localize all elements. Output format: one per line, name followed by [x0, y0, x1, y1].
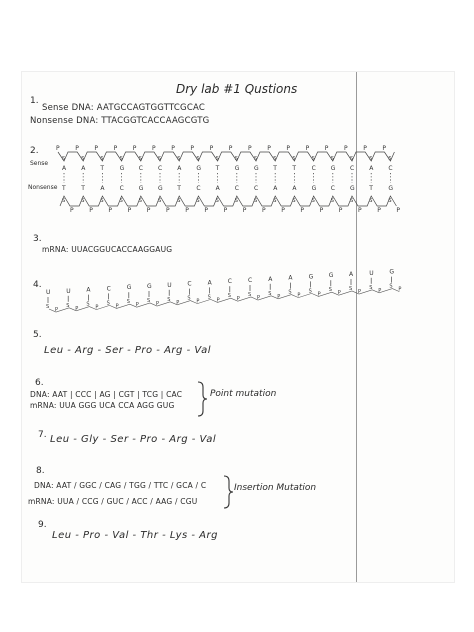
q5-number: 5.: [33, 330, 42, 340]
mrna-sugar: S: [268, 290, 272, 297]
mrna-sugar: S: [389, 283, 393, 290]
mrna-sugar: S: [147, 298, 151, 304]
mrna-sugar: S: [227, 293, 231, 300]
mrna-base: C: [248, 277, 253, 284]
top-phosphate: P: [171, 145, 175, 152]
top-base: G: [254, 165, 259, 172]
q9-number: 9.: [38, 520, 47, 530]
top-sugar: S: [311, 156, 315, 162]
mrna-phosphate: P: [176, 299, 180, 306]
top-base: T: [273, 165, 277, 172]
mrna-sugar: S: [46, 304, 50, 310]
bottom-phosphate: P: [127, 207, 132, 214]
bottom-base: C: [330, 185, 336, 192]
mrna-sugar: S: [248, 292, 252, 298]
bottom-sugar: S: [215, 198, 219, 204]
bottom-base: G: [388, 185, 394, 192]
top-base: C: [350, 165, 355, 172]
bottom-phosphate: P: [70, 207, 74, 214]
page-title: Dry lab #1 Qustions: [176, 82, 298, 96]
bottom-phosphate: P: [146, 207, 151, 214]
mrna-phosphate: P: [277, 293, 281, 300]
mrna-base: C: [187, 280, 192, 288]
point-mutation-label: Point mutation: [210, 389, 277, 399]
mrna-base: G: [308, 273, 314, 281]
mrna-sugar: S: [288, 289, 292, 296]
nonsense-dna-strand: Nonsense DNA: TTACGGTCACCAAGCGTG: [30, 116, 210, 126]
bottom-sugar: S: [311, 198, 315, 204]
top-base: T: [292, 165, 297, 172]
bottom-phosphate: P: [281, 207, 285, 214]
top-base: C: [138, 165, 144, 172]
point-mutation-dna: DNA: AAT | CCC | AG | CGT | TCG | CAC: [30, 390, 183, 399]
mrna-phosphate: P: [196, 298, 200, 305]
top-phosphate: P: [94, 145, 99, 152]
bottom-phosphate: P: [396, 207, 401, 214]
mrna-phosphate: P: [378, 287, 382, 294]
top-phosphate: P: [190, 145, 195, 152]
bottom-sugar: S: [119, 198, 123, 204]
top-sugar: S: [330, 156, 334, 162]
top-sugar: S: [196, 156, 200, 162]
nonsense-strand-label: Nonsense: [28, 184, 58, 191]
top-phosphate: P: [248, 145, 252, 152]
top-base: A: [81, 165, 86, 172]
bottom-base: G: [138, 185, 144, 192]
bottom-phosphate: P: [300, 207, 305, 214]
top-phosphate: P: [56, 145, 60, 152]
bottom-sugar: S: [350, 198, 354, 204]
mrna-base: G: [389, 268, 395, 276]
bottom-base: G: [158, 185, 163, 192]
mrna-sugar: S: [328, 287, 332, 294]
top-sugar: S: [62, 156, 66, 162]
bottom-sugar: S: [330, 198, 334, 204]
bottom-sugar: S: [81, 198, 85, 204]
mrna-phosphate: P: [398, 286, 402, 293]
mrna-base: A: [288, 274, 293, 282]
top-base: A: [62, 165, 67, 172]
top-sugar: S: [273, 156, 277, 162]
top-phosphate: P: [382, 145, 387, 152]
mrna-phosphate: P: [55, 307, 59, 313]
top-sugar: S: [292, 156, 296, 162]
top-base: C: [158, 165, 163, 172]
mrna-sugar: S: [86, 301, 90, 308]
mrna-base: G: [126, 284, 132, 292]
top-sugar: S: [177, 156, 181, 162]
mrna-base: A: [86, 286, 91, 294]
bottom-base: G: [311, 185, 317, 192]
bottom-base: C: [234, 185, 240, 192]
mrna-phosphate: P: [257, 295, 261, 301]
top-phosphate: P: [152, 145, 156, 152]
mrna-phosphate: P: [236, 296, 240, 303]
mrna-phosphate: P: [156, 301, 160, 307]
top-phosphate: P: [209, 145, 214, 152]
bottom-sugar: S: [234, 198, 238, 204]
top-sugar: S: [215, 156, 219, 162]
top-sugar: S: [369, 156, 373, 162]
bottom-sugar: S: [158, 198, 162, 204]
bottom-sugar: S: [292, 198, 296, 204]
mrna-base: G: [147, 283, 152, 290]
bottom-base: A: [273, 185, 278, 192]
bottom-phosphate: P: [262, 207, 266, 214]
mrna-phosphate: P: [317, 291, 321, 298]
top-base: G: [234, 165, 240, 172]
top-sugar: S: [388, 156, 392, 162]
amino-acid-chain-original: Leu - Arg - Ser - Pro - Arg - Val: [44, 345, 211, 356]
bottom-phosphate: P: [377, 207, 381, 214]
bottom-phosphate: P: [358, 207, 362, 214]
mrna-base: U: [369, 269, 374, 277]
bottom-sugar: S: [196, 198, 200, 204]
mrna-sugar: S: [106, 300, 110, 307]
bottom-sugar: S: [254, 198, 258, 204]
bottom-base: T: [369, 185, 373, 192]
bottom-sugar: S: [177, 198, 181, 204]
insertion-mutation-bracket: [224, 476, 233, 508]
bottom-base: T: [62, 185, 66, 192]
top-phosphate: P: [75, 145, 79, 152]
top-phosphate: P: [305, 145, 310, 152]
bottom-phosphate: P: [242, 207, 247, 214]
top-sugar: S: [234, 156, 238, 162]
mrna-sugar: S: [187, 295, 191, 302]
bottom-base: C: [254, 185, 259, 192]
bottom-base: C: [196, 185, 201, 192]
mrna-phosphate: P: [95, 304, 99, 311]
bottom-sugar: S: [388, 198, 392, 204]
q1-number: 1.: [30, 96, 39, 106]
sense-strand-label: Sense: [30, 160, 49, 167]
mrna-phosphate: P: [75, 305, 79, 312]
q3-number: 3.: [33, 234, 42, 244]
bottom-phosphate: P: [223, 207, 228, 214]
top-sugar: S: [81, 156, 85, 162]
mrna-base: C: [106, 285, 111, 293]
top-base: C: [311, 165, 316, 172]
amino-acid-chain-point-mutation: Leu - Gly - Ser - Pro - Arg - Val: [50, 434, 217, 445]
mrna-sugar: S: [369, 284, 373, 291]
top-base: T: [215, 165, 220, 172]
bottom-base: C: [119, 185, 124, 192]
bottom-base: G: [350, 185, 355, 192]
bottom-sugar: S: [273, 198, 277, 204]
mrna-sugar: S: [308, 288, 312, 295]
top-base: A: [369, 165, 374, 172]
q6-number: 6.: [35, 378, 44, 388]
top-phosphate: P: [344, 145, 348, 152]
mrna-phosphate: P: [297, 292, 301, 299]
mrna-base: U: [167, 281, 172, 289]
top-sugar: S: [254, 156, 258, 162]
bottom-sugar: S: [62, 198, 66, 204]
top-base: G: [196, 165, 202, 172]
bottom-sugar: S: [100, 198, 104, 204]
bottom-phosphate: P: [166, 207, 170, 214]
top-sugar: S: [100, 156, 104, 162]
bottom-phosphate: P: [338, 207, 343, 214]
bottom-phosphate: P: [204, 207, 209, 214]
mrna-phosphate: P: [337, 290, 341, 297]
sense-dna-strand: Sense DNA: AATGCCAGTGGTTCGCAC: [42, 103, 205, 113]
top-sugar: S: [158, 156, 162, 162]
top-base: T: [100, 165, 105, 172]
q7-number: 7.: [38, 430, 47, 440]
mrna-base: U: [66, 287, 71, 295]
bottom-base: T: [177, 185, 181, 192]
bottom-base: A: [215, 185, 220, 192]
mrna-phosphate: P: [216, 297, 220, 304]
mrna-base: A: [349, 271, 354, 278]
bottom-base: A: [100, 185, 105, 192]
q4-number: 4.: [33, 280, 42, 290]
mrna-base: U: [46, 289, 51, 296]
mrna-base: A: [207, 279, 212, 287]
insertion-mutation-dna: DNA: AAT / GGC / CAG / TGG / TTC / GCA / C: [34, 481, 207, 490]
top-phosphate: P: [228, 145, 233, 152]
top-base: C: [388, 165, 393, 172]
top-base: G: [330, 165, 336, 172]
top-phosphate: P: [363, 145, 367, 152]
insertion-mutation-mrna: mRNA: UUA / CCG / GUC / ACC / AAG / CGU: [28, 497, 198, 506]
point-mutation-mrna: mRNA: UUA GGG UCA CCA AGG GUG: [30, 401, 175, 410]
top-phosphate: P: [286, 145, 291, 152]
mrna-base: G: [328, 272, 334, 280]
mrna-phosphate: P: [115, 303, 119, 310]
mrna-sugar: S: [207, 294, 211, 301]
bottom-phosphate: P: [185, 207, 189, 214]
top-phosphate: P: [324, 145, 329, 152]
bottom-base: A: [292, 185, 297, 192]
bottom-base: T: [81, 185, 85, 192]
insertion-mutation-label: Insertion Mutation: [234, 483, 317, 493]
mrna-strand: mRNA: UUACGGUCACCAAGGAUG: [42, 245, 173, 254]
top-sugar: S: [350, 156, 354, 162]
bottom-phosphate: P: [89, 207, 93, 214]
mrna-base: A: [268, 275, 273, 283]
q8-number: 8.: [36, 466, 45, 476]
bottom-phosphate: P: [319, 207, 324, 214]
top-phosphate: P: [132, 145, 137, 152]
mrna-sugar: S: [167, 296, 171, 303]
mrna-sugar: S: [349, 286, 353, 292]
top-sugar: S: [138, 156, 142, 162]
amino-acid-chain-insertion: Leu - Pro - Val - Thr - Lys - Arg: [52, 530, 218, 541]
top-sugar: S: [119, 156, 123, 162]
q2-number: 2.: [30, 146, 39, 156]
top-phosphate: P: [113, 145, 118, 152]
mrna-phosphate: P: [135, 302, 139, 309]
top-base: A: [177, 165, 182, 172]
bottom-sugar: S: [369, 198, 373, 204]
mrna-sugar: S: [66, 302, 70, 309]
bottom-phosphate: P: [108, 207, 113, 214]
top-base: G: [119, 165, 125, 172]
mrna-sugar: S: [126, 299, 130, 306]
top-phosphate: P: [267, 145, 271, 152]
point-mutation-bracket: [198, 382, 207, 416]
mrna-base: C: [227, 278, 233, 286]
bottom-sugar: S: [138, 198, 142, 204]
mrna-phosphate: P: [358, 289, 362, 295]
